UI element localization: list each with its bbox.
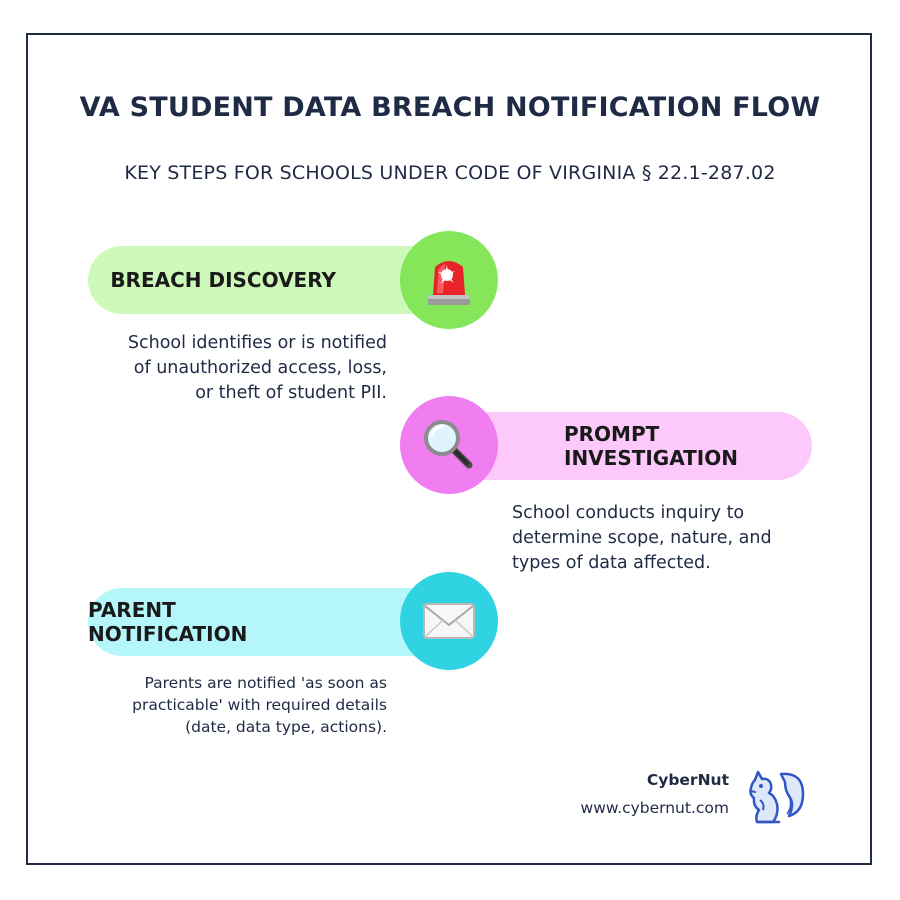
step-parent-notification-pill xyxy=(88,588,448,656)
step-breach-discovery-pill xyxy=(88,246,448,314)
step-label: BREACH DISCOVERY xyxy=(110,268,336,292)
step-breach-discovery-description: School identifies or is notified of unauthorized access, loss, or theft of student PII. xyxy=(127,333,387,403)
step-label: PARENT NOTIFICATION xyxy=(88,598,248,646)
squirrel-logo-icon xyxy=(745,766,807,828)
step-label: PROMPT INVESTIGATION xyxy=(564,422,738,470)
step-prompt-investigation-pill xyxy=(450,412,812,480)
step-parent-notification-circle xyxy=(400,572,498,670)
siren-icon xyxy=(424,253,474,307)
step-prompt-investigation-description: School conducts inquiry to determine scope, nature, and types of data affected. xyxy=(512,503,772,573)
page-title: VA STUDENT DATA BREACH NOTIFICATION FLOW xyxy=(79,92,821,123)
step-parent-notification-description: Parents are notified 'as soon as practicable' with required details (date, data type, actions). xyxy=(132,674,387,736)
brand-url[interactable]: www.cybernut.com xyxy=(580,799,729,817)
step-prompt-investigation-circle xyxy=(400,396,498,494)
magnifying-glass-icon xyxy=(421,417,477,473)
envelope-icon xyxy=(422,601,476,641)
page-subtitle: KEY STEPS FOR SCHOOLS UNDER CODE OF VIRGINIA § 22.1-287.02 xyxy=(124,162,776,184)
step-breach-discovery-circle xyxy=(400,231,498,329)
brand-name: CyberNut xyxy=(646,771,729,789)
